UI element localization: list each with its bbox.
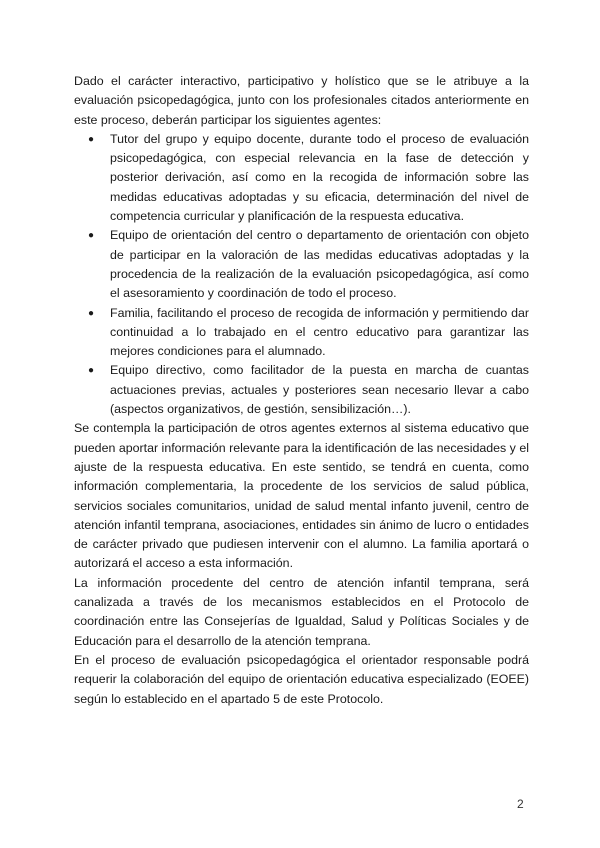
list-item-text: Familia, facilitando el proceso de recogida de información y permitiendo dar continuidad a lo trabajado en el centro educativo para garantizar las mejores condiciones para el alumnado. [110,305,529,359]
list-item [74,304,529,362]
list-item-text: Tutor del grupo y equipo docente, durante todo el proceso de evaluación psicopedagógica, con especial relevancia en la fase de detección y posterior derivación, así como en la recogida de información sobre las medidas educativas adoptadas y su eficacia, determinación del nivel de competencia curricular y planificación de la respuesta educativa. [110,131,529,224]
bullet-icon: ● [88,365,95,377]
list-item-text: Equipo de orientación del centro o departamento de orientación con objeto de participar en la valoración de las medidas educativas adoptadas y la procedencia de la realización de la evaluación psicopedagógica, así como el asesoramiento y coordinación de todo el proceso. [110,228,529,301]
list-item [74,130,529,226]
list-item-text: Equipo directivo, como facilitador de la puesta en marcha de cuantas actuaciones previas, actuales y posteriores sean necesario llevar a cabo (aspectos organizativos, de gestión, sensibilización…). [110,363,529,417]
list-item [74,361,529,419]
bullet-icon: ● [88,307,95,319]
early-care-paragraph: La información procedente del centro de atención infantil temprana, será canalizada a través de los mecanismos establecidos en el Protocolo de coordinación entre las Consejerías de Igualdad, Salud y Políticas Sociales y de Educación para el desarrollo de la atención temprana. [74,575,529,648]
page-number: 2 [517,797,524,811]
agents-list [74,130,529,419]
bullet-icon: ● [88,230,95,242]
document-body [74,72,529,709]
intro-paragraph: Dado el carácter interactivo, participativo y holístico que se le atribuye a la evaluación psicopedagógica, junto con los profesionales citados anteriormente en este proceso, deberán participar los siguientes agentes: [74,74,529,127]
list-item [74,226,529,303]
external-agents-paragraph: Se contempla la participación de otros agentes externos al sistema educativo que pueden aportar información relevante para la identificación de las necesidades y el ajuste de la respuesta educativa. En este sentido, se tendrá en cuenta, como información complementaria, la procedente de los servicios de salud pública, servicios sociales comunitarios, unidad de salud mental infanto juvenil, centro de atención infantil temprana, asociaciones, entidades sin ánimo de lucro o entidades de carácter privado que pudiesen intervenir con el alumno. La familia aportará o autorizará el acceso a esta información. [74,421,529,571]
bullet-icon: ● [88,133,95,145]
eoee-paragraph: En el proceso de evaluación psicopedagógica el orientador responsable podrá requerir la colaboración del equipo de orientación educativa especializado (EOEE) según lo establecido en el apartado 5 de este Protocolo. [74,652,529,706]
